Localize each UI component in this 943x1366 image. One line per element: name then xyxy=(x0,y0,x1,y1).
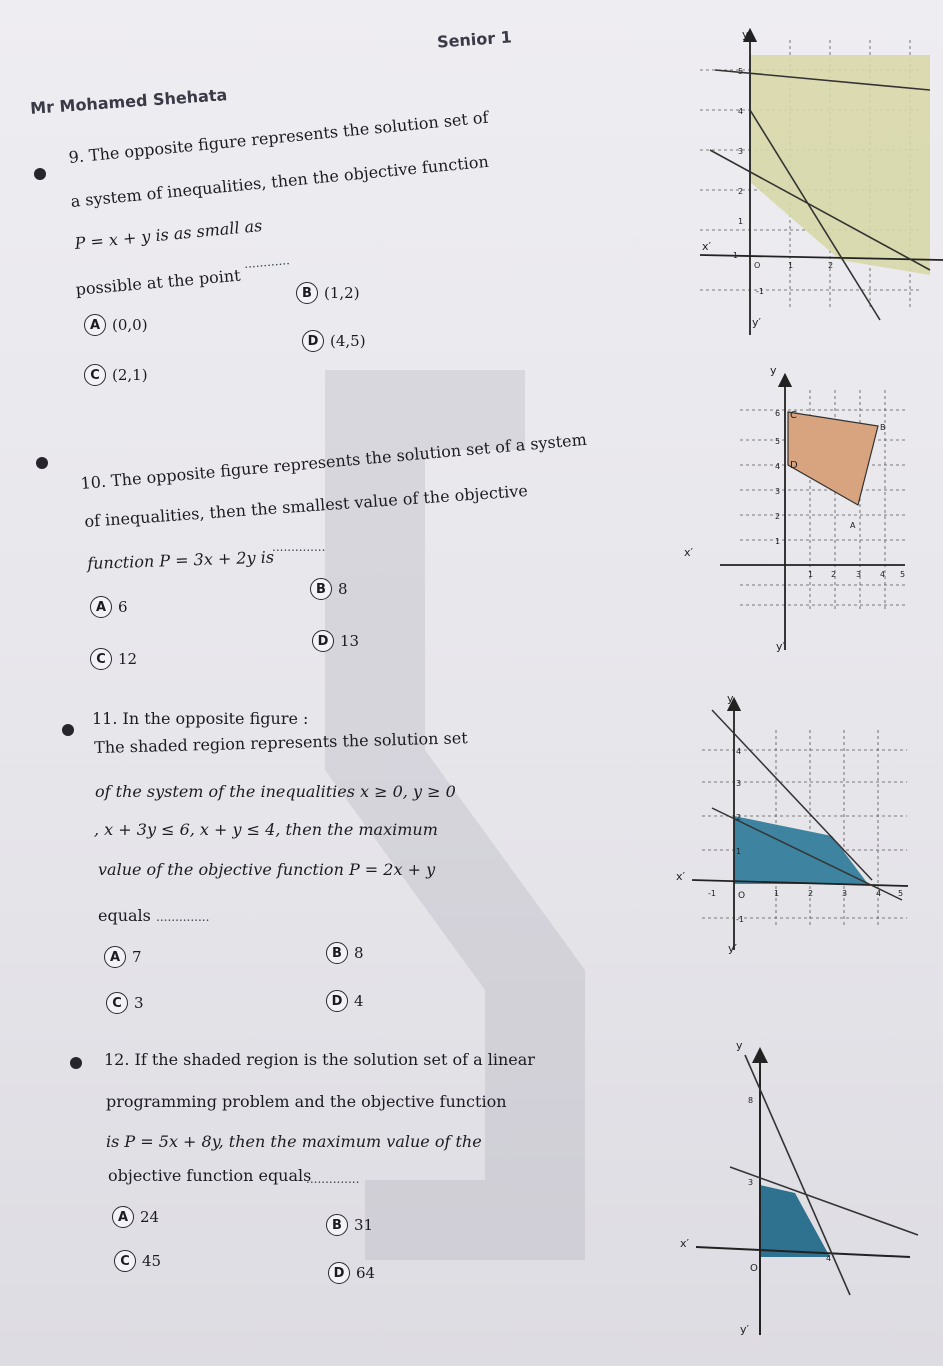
point-label: B xyxy=(880,423,886,432)
tick-label: -1 xyxy=(730,251,738,260)
axis-label: x′ xyxy=(684,546,694,559)
q10-text-1: 10. The opposite figure represents the solution set of a system xyxy=(79,429,588,493)
bullet xyxy=(62,724,74,736)
tick-label: O xyxy=(754,261,761,270)
q12-option-b-text: 31 xyxy=(354,1216,374,1234)
option-letter: A xyxy=(104,946,126,968)
option-letter: B xyxy=(310,578,332,600)
q12-option-c-text: 45 xyxy=(142,1252,162,1270)
q9-option-a[interactable] xyxy=(84,314,148,336)
q12-graph xyxy=(670,1035,920,1345)
q12-text-2: programming problem and the objective function xyxy=(106,1092,507,1111)
tick-label: 2 xyxy=(775,512,781,521)
tick-label: 4 xyxy=(738,107,744,116)
q10-blank: .............. xyxy=(272,540,326,554)
q9-option-a-text: (0,0) xyxy=(112,316,148,334)
point-label: D xyxy=(790,460,798,471)
tick-label: 2 xyxy=(828,261,834,270)
q10-option-d-text: 13 xyxy=(340,632,360,650)
bullet xyxy=(70,1057,82,1069)
tick-label: 5 xyxy=(898,889,904,898)
q12-option-a-text: 24 xyxy=(140,1208,160,1226)
point-label: C xyxy=(790,410,797,421)
q9-text-3: P = x + y is as small as xyxy=(73,215,264,253)
option-letter: B xyxy=(326,942,348,964)
axis-label: y xyxy=(736,1039,743,1052)
q12-text-1: 12. If the shaded region is the solution set of a linear xyxy=(104,1050,535,1069)
q12-blank: .............. xyxy=(306,1172,360,1186)
tick-label: 3 xyxy=(738,147,744,156)
q10-option-b-text: 8 xyxy=(338,580,348,598)
q11-option-a-text: 7 xyxy=(132,948,142,966)
tick-label: 4 xyxy=(736,747,742,756)
q10-text-2: of inequalities, then the smallest value of the objective xyxy=(83,481,529,531)
q10-graph xyxy=(680,360,910,660)
tick-label: -1 xyxy=(736,915,744,924)
tick-label: 2 xyxy=(808,889,814,898)
point-label: A xyxy=(850,521,856,530)
tick-label: 4 xyxy=(826,1254,832,1263)
tick-label: 4 xyxy=(876,889,882,898)
tick-label: 2 xyxy=(736,813,742,822)
tick-label: 1 xyxy=(738,217,744,226)
tick-label: 3 xyxy=(748,1178,754,1187)
option-letter: A xyxy=(84,314,106,336)
tick-label: 1 xyxy=(774,889,780,898)
option-letter: C xyxy=(84,364,106,386)
q9-option-d[interactable] xyxy=(302,330,366,352)
q9-option-b-text: (1,2) xyxy=(324,284,360,302)
option-letter: D xyxy=(326,990,348,1012)
option-letter: C xyxy=(114,1250,136,1272)
tick-label: 3 xyxy=(856,570,862,579)
q11-text-1: 11. In the opposite figure : xyxy=(92,709,309,728)
tick-label: 3 xyxy=(736,779,742,788)
q11-option-d[interactable] xyxy=(326,990,364,1012)
q11-text-4: , x + 3y ≤ 6, x + y ≤ 4, then the maximum xyxy=(94,820,438,839)
option-letter: C xyxy=(90,648,112,670)
option-letter: A xyxy=(112,1206,134,1228)
axis-label: y xyxy=(742,28,749,41)
option-letter: D xyxy=(328,1262,350,1284)
option-letter: A xyxy=(90,596,112,618)
axis-label: y xyxy=(770,364,777,377)
tick-label: 4 xyxy=(880,570,886,579)
q11-option-c-text: 3 xyxy=(134,994,144,1012)
q11-text-6: equals xyxy=(98,906,151,925)
axis-label: y′ xyxy=(740,1323,750,1336)
bullet xyxy=(34,168,46,180)
tick-label: 1 xyxy=(736,847,742,856)
q9-text-2: a system of inequalities, then the objective function xyxy=(69,151,490,211)
q10-feasible-region xyxy=(788,412,878,505)
axis-label: y′ xyxy=(776,640,786,653)
tick-label: O xyxy=(738,891,746,901)
q10-text-3: function P = 3x + 2y is xyxy=(86,547,275,573)
option-letter: B xyxy=(296,282,318,304)
q11-option-b[interactable] xyxy=(326,942,364,964)
teacher-name: Mr Mohamed Shehata xyxy=(29,85,228,118)
option-letter: D xyxy=(302,330,324,352)
q9-text-1: 9. The opposite figure represents the solution set of xyxy=(67,107,490,167)
axis-label: y′ xyxy=(752,316,762,329)
tick-label: 1 xyxy=(788,261,794,270)
q10-option-b[interactable] xyxy=(310,578,348,600)
q10-option-c-text: 12 xyxy=(118,650,138,668)
q9-option-c[interactable] xyxy=(84,364,148,386)
q12-option-b[interactable] xyxy=(326,1214,373,1236)
q11-text-3: of the system of the inequalities x ≥ 0, y ≥ 0 xyxy=(95,782,456,801)
q11-text-5: value of the objective function P = 2x + y xyxy=(98,860,436,879)
q11-option-a[interactable] xyxy=(104,946,142,968)
q11-option-d-text: 4 xyxy=(354,992,364,1010)
tick-label: 1 xyxy=(775,537,781,546)
q9-option-d-text: (4,5) xyxy=(330,332,366,350)
axis-label: y xyxy=(727,692,734,705)
q11-option-c[interactable] xyxy=(106,992,144,1014)
tick-label: 3 xyxy=(775,487,781,496)
axis-label: y′ xyxy=(728,942,738,955)
tick-label: -1 xyxy=(756,287,764,296)
tick-label: O xyxy=(750,1263,758,1274)
q10-option-d[interactable] xyxy=(312,630,359,652)
q9-graph xyxy=(690,10,943,340)
q9-option-b[interactable] xyxy=(296,282,360,304)
tick-label: 3 xyxy=(842,889,848,898)
q11-option-b-text: 8 xyxy=(354,944,364,962)
q11-text-2: The shaded region represents the solution set xyxy=(93,728,468,757)
q9-option-c-text: (2,1) xyxy=(112,366,148,384)
tick-label: 4 xyxy=(775,462,781,471)
option-letter: C xyxy=(106,992,128,1014)
q12-text-4: objective function equals xyxy=(108,1166,312,1185)
bullet xyxy=(36,457,48,469)
q12-option-a[interactable] xyxy=(112,1206,159,1228)
tick-label: 2 xyxy=(831,570,837,579)
axis-label: x′ xyxy=(676,870,686,883)
q10-option-a[interactable] xyxy=(90,596,128,618)
tick-label: 1 xyxy=(808,570,814,579)
q12-option-d-text: 64 xyxy=(356,1264,376,1282)
option-letter: D xyxy=(312,630,334,652)
tick-label: 8 xyxy=(748,1096,754,1105)
axis-label: x′ xyxy=(702,240,712,253)
q12-option-d[interactable] xyxy=(328,1262,375,1284)
tick-label: 5 xyxy=(900,570,906,579)
q12-option-c[interactable] xyxy=(114,1250,161,1272)
tick-label: 2 xyxy=(738,187,744,196)
senior-label: Senior 1 xyxy=(436,27,513,52)
tick-label: 5 xyxy=(775,437,781,446)
tick-label: 5 xyxy=(738,67,744,76)
q12-feasible-region xyxy=(760,1185,830,1257)
q11-blank: .............. xyxy=(156,910,210,924)
axis-label: x′ xyxy=(680,1237,690,1250)
tick-label: -1 xyxy=(708,889,716,898)
q9-blank: ............ xyxy=(243,253,291,271)
q10-option-a-text: 6 xyxy=(118,598,128,616)
q12-text-3: is P = 5x + 8y, then the maximum value of the xyxy=(106,1132,482,1151)
q11-graph xyxy=(672,690,912,960)
option-letter: B xyxy=(326,1214,348,1236)
tick-label: 6 xyxy=(775,409,781,418)
q9-text-4: possible at the point xyxy=(74,265,242,299)
q10-option-c[interactable] xyxy=(90,648,137,670)
